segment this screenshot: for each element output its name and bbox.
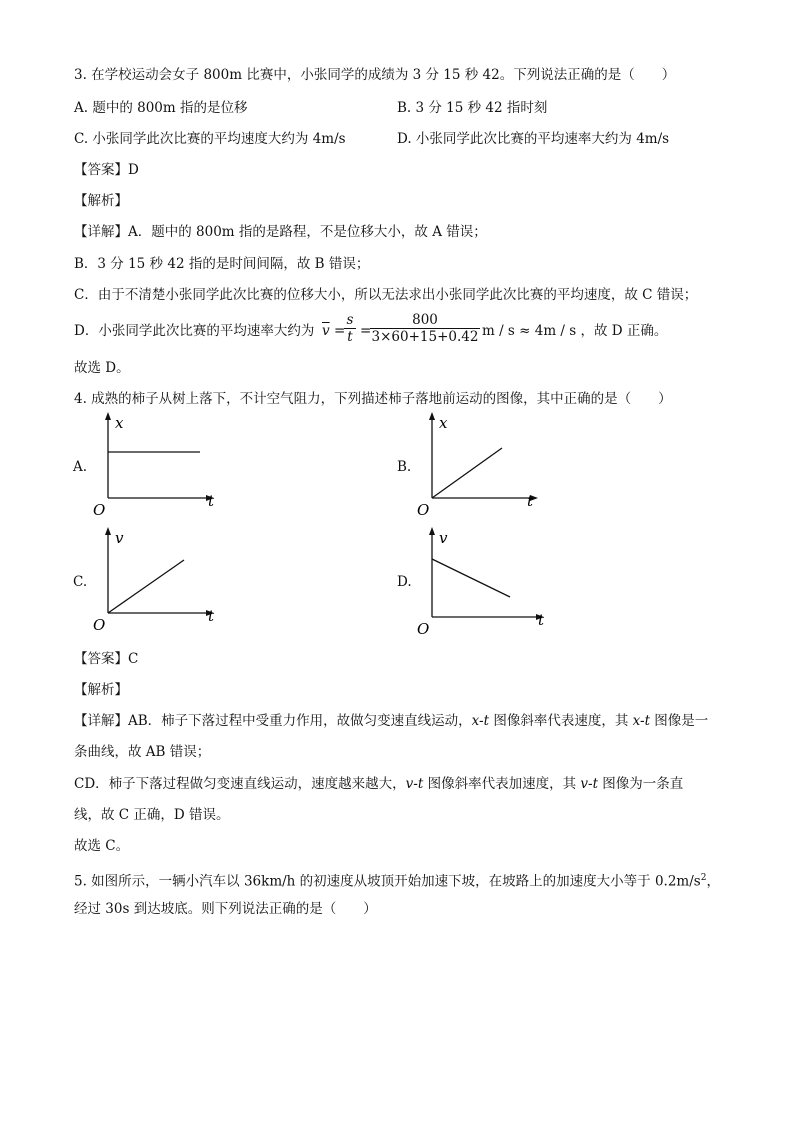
q4-detail-1-e: 图像是一 xyxy=(650,713,709,729)
q3-formula-t: t xyxy=(347,329,353,345)
q4-analysis-heading: 【解析】 xyxy=(74,682,128,698)
q3-detail-2: B．3 分 15 秒 42 指的是时间间隔，故 B 错误； xyxy=(74,256,370,272)
q3-formula-eq1: = xyxy=(334,323,346,339)
q4-graph-a xyxy=(90,410,250,520)
q5-stem-1 xyxy=(74,869,720,891)
q5-stem-1-b: ， xyxy=(706,873,720,890)
q3-option-c: C. 小张同学此次比赛的平均速度大约为 4m/s xyxy=(74,131,346,147)
q3-formula-numerator: 800 xyxy=(370,312,480,329)
q4-graph-d xyxy=(414,525,574,640)
q3-detail-4-suffix: m / s ≈ 4m / s ，故 D 正确。 xyxy=(482,323,668,339)
q3-formula-eq2: = xyxy=(360,323,372,339)
q4-graph-a-label: A. xyxy=(73,459,88,475)
q4-graph-d-origin: O xyxy=(417,620,430,638)
q3-option-a: A. 题中的 800m 指的是位移 xyxy=(74,100,248,116)
q4-graph-d-yaxis: v xyxy=(439,529,448,547)
q3-formula-fraction xyxy=(370,312,480,345)
q4-graph-a-origin: O xyxy=(93,501,106,519)
q4-graph-c-yaxis: v xyxy=(115,529,124,547)
q4-detail-4: 线，故 C 正确，D 错误。 xyxy=(74,807,230,823)
q4-graph-d-xaxis: t xyxy=(538,611,545,629)
q5-stem-1-sup: 2 xyxy=(700,873,707,883)
q4-detail-1 xyxy=(74,712,708,730)
q3-conclusion: 故选 D。 xyxy=(74,360,130,376)
q4-detail-3 xyxy=(74,775,683,793)
q3-stem: 3. 在学校运动会女子 800m 比赛中，小张同学的成绩为 3 分 15 秒 42。下列说法正确的是（ ） xyxy=(74,67,676,83)
q4-detail-3-c: 图像斜率代表加速度，其 xyxy=(423,776,581,792)
q4-detail-2: 条曲线，故 AB 错误； xyxy=(74,744,211,760)
q4-graph-d-line xyxy=(432,559,510,597)
q3-analysis-heading: 【解析】 xyxy=(74,193,128,209)
q4-graph-b-origin: O xyxy=(417,501,430,519)
q3-detail-3: C．由于不清楚小张同学此次比赛的位移大小，所以无法求出小张同学此次比赛的平均速度，故 C 错误； xyxy=(74,287,698,303)
q4-graph-a-xaxis: t xyxy=(208,492,215,510)
q3-answer: 【答案】D xyxy=(74,162,139,178)
q4-detail-1-b: x-t xyxy=(471,713,490,729)
q4-graph-a-yaxis: x xyxy=(115,414,124,432)
q4-graph-b-xaxis: t xyxy=(527,492,534,510)
q4-answer: 【答案】C xyxy=(74,651,139,667)
q4-detail-3-a: CD．柿子下落过程做匀变速直线运动，速度越来越大， xyxy=(74,776,406,792)
q4-graph-c-origin: O xyxy=(93,616,106,634)
q3-formula-s: s xyxy=(344,312,356,329)
q3-formula-s-over-t xyxy=(344,312,356,345)
q4-detail-3-d: v-t xyxy=(580,776,598,792)
q4-graph-b-label: B. xyxy=(397,459,412,475)
q5-stem-1-a: 5. 如图所示，一辆小汽车以 36km/h 的初速度从坡顶开始加速下坡，在坡路上的加速度大小等于 0.2m/s xyxy=(74,873,701,890)
q3-option-b: B. 3 分 15 秒 42 指时刻 xyxy=(397,100,548,116)
q4-graph-c xyxy=(90,525,250,635)
q3-formula-vbar: $\overline{v}$ xyxy=(322,323,330,339)
q3-detail-4-prefix: D．小张同学此次比赛的平均速率大约为 xyxy=(74,323,315,339)
q4-detail-1-c: 图像斜率代表速度，其 xyxy=(489,713,633,729)
q4-graph-b-yaxis: x xyxy=(439,414,448,432)
q3-option-d: D. 小张同学此次比赛的平均速率大约为 4m/s xyxy=(397,131,670,147)
q4-graph-b-line xyxy=(432,448,502,498)
q4-graph-c-xaxis: t xyxy=(208,607,215,625)
q3-detail-1: 【详解】A．题中的 800m 指的是路程，不是位移大小，故 A 错误； xyxy=(74,224,487,240)
q4-stem: 4. 成熟的柿子从树上落下，不计空气阻力，下列描述柿子落地前运动的图像，其中正确的是（ ） xyxy=(74,391,672,407)
q4-detail-1-a: 【详解】AB．柿子下落过程中受重力作用，故做匀变速直线运动， xyxy=(74,713,472,729)
q4-graph-c-line xyxy=(108,560,184,613)
q4-conclusion: 故选 C。 xyxy=(74,838,130,854)
q4-graph-d-label: D. xyxy=(397,574,412,590)
q4-detail-1-d: x-t xyxy=(632,713,651,729)
q4-graph-b xyxy=(414,410,574,520)
q5-stem-2: 经过 30s 到达坡底。则下列说法正确的是（ ） xyxy=(74,901,377,917)
q4-detail-3-b: v-t xyxy=(405,776,424,792)
q4-detail-3-e: 图像为一条直 xyxy=(598,776,684,792)
q3-formula-denominator: 3×60+15+0.42 xyxy=(371,329,479,345)
q4-graph-c-label: C. xyxy=(73,574,88,590)
